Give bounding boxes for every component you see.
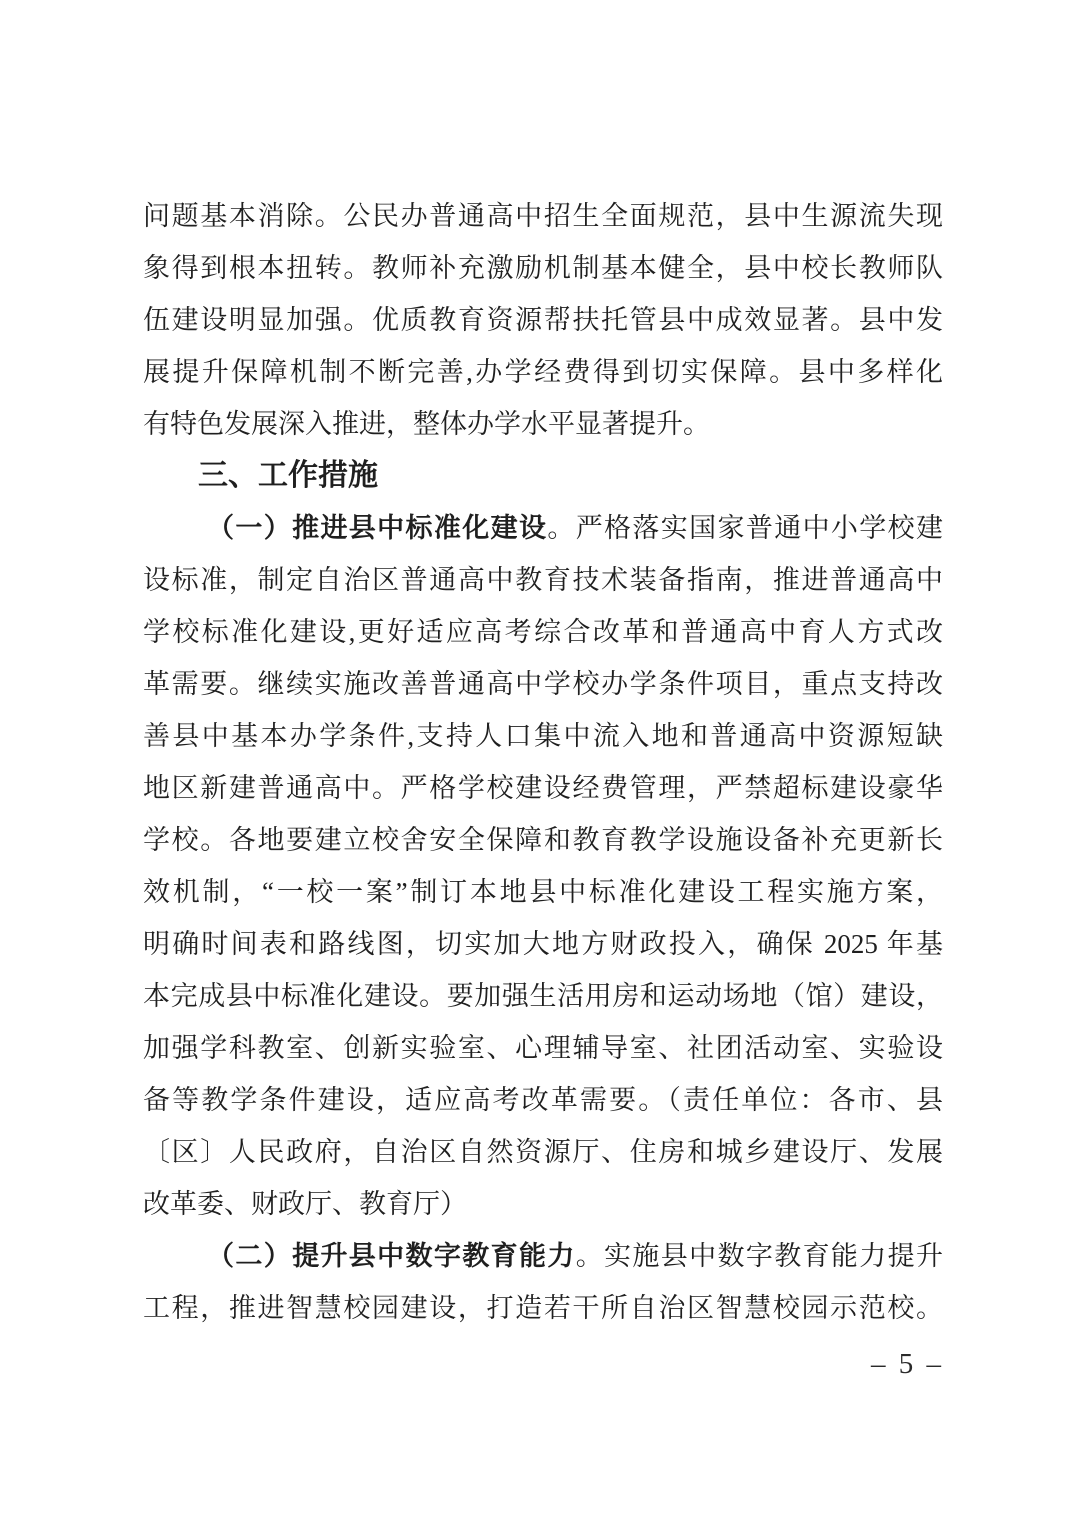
text-line xyxy=(143,658,943,710)
text-line xyxy=(143,1178,943,1230)
text-run: 设标准，制定自治区普通高中教育技术装备指南，推进普通高中 xyxy=(143,565,943,595)
text-line xyxy=(143,502,943,554)
text-run: 。严格落实国家普通中小学校建 xyxy=(547,513,943,543)
text-run: 地区新建普通高中。严格学校建设经费管理，严禁超标建设豪华 xyxy=(143,773,943,803)
text-run: 问题基本消除。公民办普通高中招生全面规范，县中生源流失现 xyxy=(143,201,943,231)
text-run: 备等教学条件建设，适应高考改革需要。（责任单位：各市、县 xyxy=(143,1085,943,1115)
text-run: 善县中基本办学条件,支持人口集中流入地和普通高中资源短缺 xyxy=(143,721,943,751)
text-run: 。实施县中数字教育能力提升 xyxy=(575,1241,943,1271)
text-run: 象得到根本扭转。教师补充激励机制基本健全，县中校长教师队 xyxy=(143,253,943,283)
page-number: – 5 – xyxy=(871,1348,944,1380)
text-line xyxy=(143,710,943,762)
bold-text-run: 三、工作措施 xyxy=(198,459,378,492)
text-run: 伍建设明显加强。优质教育资源帮扶托管县中成效显著。县中发 xyxy=(143,305,943,335)
text-line xyxy=(143,1230,943,1282)
text-run: 〔区〕人民政府，自治区自然资源厅、住房和城乡建设厅、发展 xyxy=(143,1137,943,1167)
text-run: 学校。各地要建立校舍安全保障和教育教学设施设备补充更新长 xyxy=(143,825,943,855)
bold-text-run: （二）提升县中数字教育能力 xyxy=(207,1241,576,1271)
text-run: 学校标准化建设,更好适应高考综合改革和普通高中育人方式改 xyxy=(143,617,943,647)
text-run: 展提升保障机制不断完善,办学经费得到切实保障。县中多样化 xyxy=(143,357,943,387)
text-run: 效机制，“一校一案”制订本地县中标准化建设工程实施方案， xyxy=(143,877,943,907)
text-line xyxy=(143,346,943,398)
text-run: 革需要。继续实施改善普通高中学校办学条件项目，重点支持改 xyxy=(143,669,943,699)
text-line xyxy=(143,918,943,970)
bold-text-run: （一）推进县中标准化建设 xyxy=(207,513,548,543)
text-run: 有特色发展深入推进，整体办学水平显著提升。 xyxy=(143,409,710,439)
text-line xyxy=(143,1022,943,1074)
text-run: 本完成县中标准化建设。要加强生活用房和运动场地（馆）建设， xyxy=(143,981,943,1011)
text-run: 加强学科教室、创新实验室、心理辅导室、社团活动室、实验设 xyxy=(143,1033,943,1063)
text-line xyxy=(143,970,943,1022)
text-line xyxy=(143,866,943,918)
text-line xyxy=(143,606,943,658)
text-line xyxy=(143,398,943,450)
text-line xyxy=(143,762,943,814)
text-line xyxy=(143,190,943,242)
text-line xyxy=(143,814,943,866)
text-run: 工程，推进智慧校园建设，打造若干所自治区智慧校园示范校。 xyxy=(143,1293,943,1323)
text-run: 改革委、财政厅、教育厅） xyxy=(143,1189,467,1219)
text-line xyxy=(143,294,943,346)
section-heading xyxy=(143,450,943,502)
text-line xyxy=(143,242,943,294)
text-line xyxy=(143,1126,943,1178)
text-run: 明确时间表和路线图，切实加大地方财政投入，确保 2025 年基 xyxy=(143,929,943,959)
text-line xyxy=(143,1282,943,1334)
document-body xyxy=(143,190,943,1334)
text-line xyxy=(143,554,943,606)
text-line xyxy=(143,1074,943,1126)
